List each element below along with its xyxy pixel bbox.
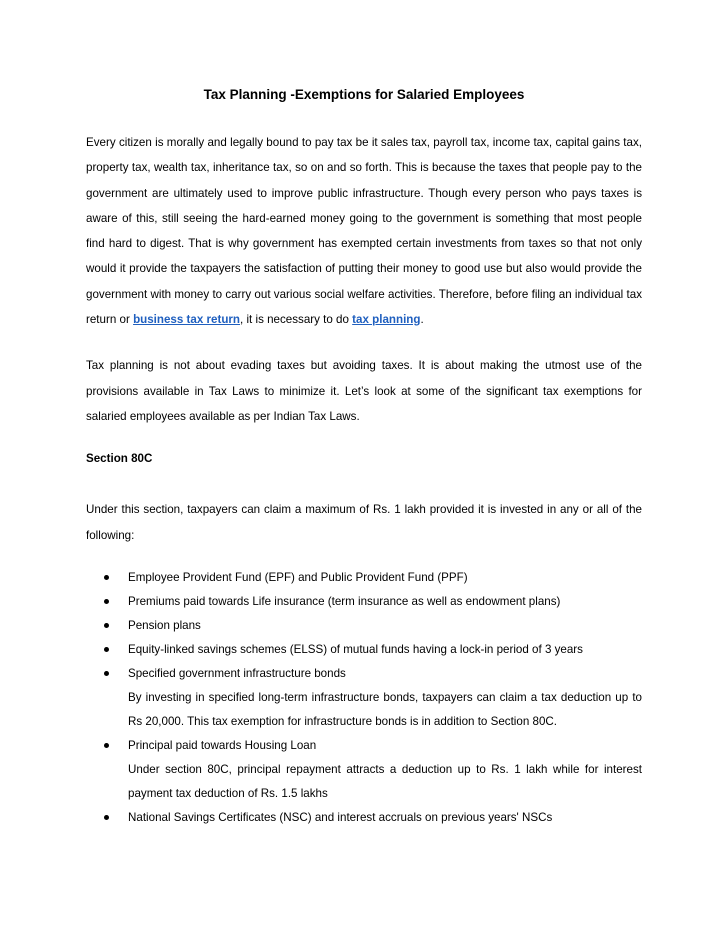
intro-text: Every citizen is morally and legally bound to pay tax be it sales tax, payroll tax, income tax, capital gains tax, property tax, wealth tax, inheritance tax, so on and so forth. This is because the taxes that people pay to the government are ultimately used to improve public infrastructure. Though every person who pays taxes is aware of this, still seeing the hard-earned money going to the government is something that most people find hard to digest. That is why government has exempted certain investments from taxes so that not only would it provide the taxpayers the satisfaction of putting their money to good use but also would provide the government with money to carry out various social welfare activities. Therefore, before filing an individual tax return or: [86, 136, 642, 327]
bullet-icon: [104, 743, 109, 748]
tax-planning-paragraph: Tax planning is not about evading taxes but avoiding taxes. It is about making the utmost use of the provisions available in Tax Laws to minimize it. Let’s look at some of the significant tax exemptions for salaried employees available as per Indian Tax Laws.: [86, 359, 642, 423]
list-item-text: Principal paid towards Housing Loan: [128, 738, 317, 752]
tax-planning-link[interactable]: tax planning: [352, 313, 421, 327]
list-item: [128, 566, 642, 590]
list-item-detail: Under section 80C, principal repayment attracts a deduction up to Rs. 1 lakh while for interest payment tax deduction of Rs. 1.5 lakhs: [128, 762, 642, 800]
section-80c-heading: Section 80C: [86, 452, 153, 466]
list-item-text: Employee Provident Fund (EPF) and Public Provident Fund (PPF): [128, 570, 468, 584]
deduction-list: [86, 566, 642, 830]
bullet-icon: [104, 623, 109, 628]
intro-end-text: .: [420, 313, 424, 327]
list-item: [128, 734, 642, 806]
list-item: [128, 638, 642, 662]
bullet-icon: [104, 575, 109, 580]
list-item: [128, 806, 642, 830]
list-item-text: Equity-linked savings schemes (ELSS) of mutual funds having a lock-in period of 3 years: [128, 642, 583, 656]
list-item-text: Pension plans: [128, 618, 201, 632]
list-item: [128, 614, 642, 638]
intro-paragraph: [86, 130, 642, 332]
list-item: [128, 662, 642, 734]
bullet-icon: [104, 647, 109, 652]
bullet-icon: [104, 671, 109, 676]
list-item: [128, 590, 642, 614]
list-item-text: Premiums paid towards Life insurance (term insurance as well as endowment plans): [128, 594, 561, 608]
list-item-text: National Savings Certificates (NSC) and interest accruals on previous years' NSCs: [128, 810, 553, 824]
section-80c-paragraph: Under this section, taxpayers can claim a maximum of Rs. 1 lakh provided it is invested in any or all of the following:: [86, 503, 642, 542]
list-item-detail: By investing in specified long-term infrastructure bonds, taxpayers can claim a tax deduction up to Rs 20,000. This tax exemption for infrastructure bonds is in addition to Section 80C.: [128, 690, 642, 728]
bullet-icon: [104, 599, 109, 604]
bullet-icon: [104, 815, 109, 820]
intro-mid-text: , it is necessary to do: [240, 313, 349, 327]
document-title: Tax Planning -Exemptions for Salaried Employees: [203, 87, 525, 102]
business-tax-return-link[interactable]: business tax return: [133, 313, 241, 327]
list-item-text: Specified government infrastructure bonds: [128, 666, 346, 680]
